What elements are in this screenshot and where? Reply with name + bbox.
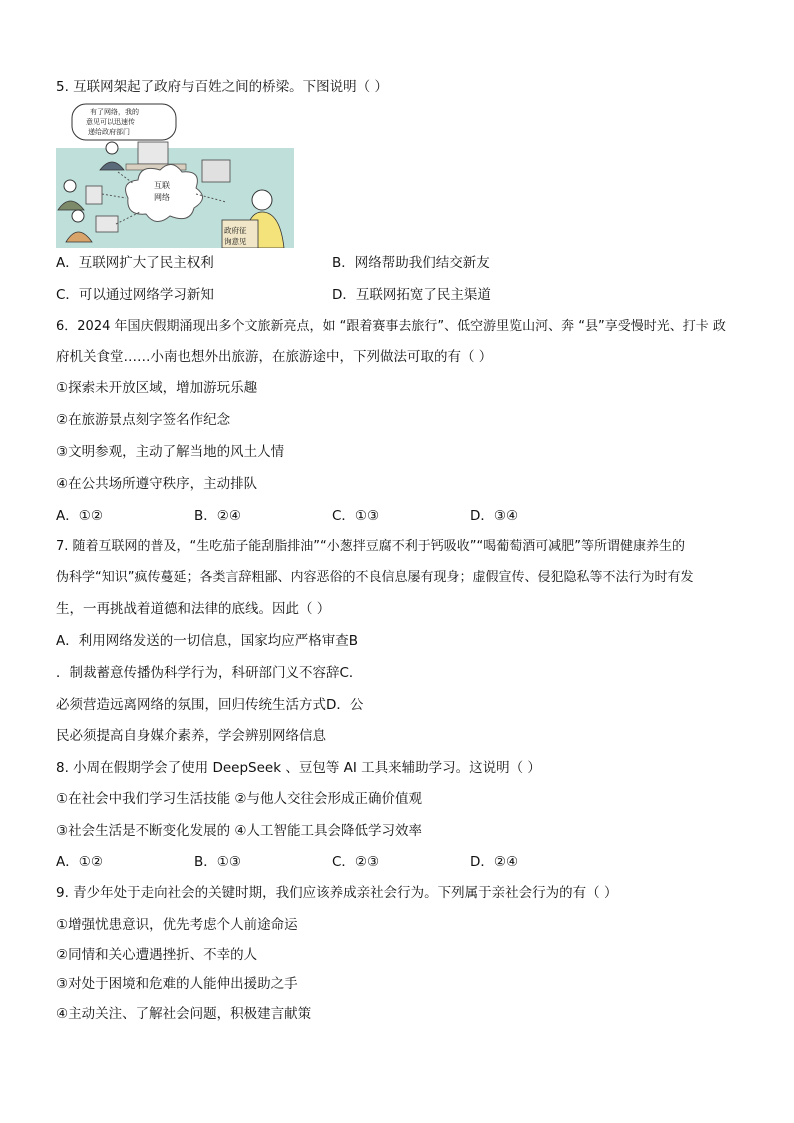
q9-item-4: ④主动关注、了解社会问题，积极建言献策	[56, 1006, 312, 1022]
sign-line-1: 政府征	[224, 226, 247, 235]
q5-stem: 5. 互联网架起了政府与百姓之间的桥梁。下图说明（ ）	[56, 79, 388, 95]
q9-stem: 9. 青少年处于走向社会的关键时期，我们应该养成亲社会行为。下列属于亲社会行为的有（ ）	[56, 885, 618, 901]
bubble-line-1: 有了网络，我的	[90, 108, 139, 116]
bubble-line-3: 递给政府部门	[88, 128, 130, 136]
person-head-top	[106, 142, 118, 154]
q6-item-4: ④在公共场所遵守秩序，主动排队	[56, 476, 258, 492]
q5-option-b[interactable]: B．网络帮助我们结交新友	[332, 255, 490, 271]
computer-monitor-right	[202, 160, 230, 182]
q8-stem: 8. 小周在假期学会了使用 DeepSeek 、豆包等 AI 工具来辅助学习。这说明（ ）	[56, 760, 541, 776]
q5-cartoon-image	[56, 102, 294, 248]
computer-monitor-bottom	[96, 216, 118, 232]
q6-stem-line-1: 6．2024 年国庆假期涌现出多个文旅新亮点，如 “跟着赛事去旅行”、低空游里览山河、奔 “县”享受慢时光、打卡 政	[56, 319, 726, 334]
q8-item-row-2: ③社会生活是不断变化发展的 ④人工智能工具会降低学习效率	[56, 823, 422, 839]
q7-line-7[interactable]: 民必须提高自身媒介素养，学会辨别网络信息	[56, 728, 326, 744]
q9-item-3: ③对处于困境和危难的人能伸出援助之手	[56, 976, 298, 992]
q9-item-2: ②同情和关心遭遇挫折、不幸的人	[56, 947, 258, 963]
q8-option-b[interactable]: B．①③	[194, 854, 241, 870]
cloud-line-2: 网络	[154, 193, 170, 202]
q7-line-5[interactable]: ．制裁蓄意传播伪科学行为，科研部门义不容辞C．	[56, 665, 363, 681]
q8-option-a[interactable]: A．①②	[56, 854, 103, 870]
person-head-left	[64, 180, 76, 192]
q5-option-d[interactable]: D．互联网拓宽了民主渠道	[332, 287, 491, 303]
q7-line-1: 7. 随着互联网的普及，“生吃茄子能刮脂排油”“小葱拌豆腐不利于钙吸收”“喝葡萄酒可减肥”等所谓健康养生的	[56, 539, 685, 554]
q5-option-a[interactable]: A．互联网扩大了民主权利	[56, 255, 214, 271]
person-head-bottom	[72, 210, 84, 222]
q8-option-d[interactable]: D．②④	[470, 854, 519, 870]
q7-line-4[interactable]: A．利用网络发送的一切信息，国家均应严格审查B	[56, 633, 358, 649]
q6-option-d[interactable]: D．③④	[470, 508, 519, 524]
q6-option-a[interactable]: A．①②	[56, 508, 103, 524]
q6-item-3: ③文明参观，主动了解当地的风土人情	[56, 444, 285, 460]
q6-item-1: ①探索未开放区域，增加游玩乐趣	[56, 380, 258, 396]
official-head	[252, 190, 272, 210]
q7-line-2: 伪科学“知识”疯传蔓延；各类言辞粗鄙、内容恶俗的不良信息屡有现身；虚假宣传、侵犯隐私等不法行为时有发	[56, 570, 694, 585]
q6-item-2: ②在旅游景点刻字签名作纪念	[56, 412, 231, 428]
computer-monitor-top	[138, 142, 168, 164]
q6-option-b[interactable]: B．②④	[194, 508, 241, 524]
sign-line-2: 询意见	[224, 237, 247, 246]
q8-option-c[interactable]: C．②③	[332, 854, 380, 870]
bubble-line-2: 意见可以迅速传	[86, 118, 135, 126]
q6-stem-line-2: 府机关食堂……小南也想外出旅游，在旅游途中，下列做法可取的有（ ）	[56, 349, 493, 365]
cloud-line-1: 互联	[154, 181, 170, 190]
q7-line-6[interactable]: 必须营造远离网络的氛围，回归传统生活方式D．公	[56, 697, 364, 713]
computer-monitor-left	[86, 186, 102, 204]
q8-item-row-1: ①在社会中我们学习生活技能 ②与他人交往会形成正确价值观	[56, 791, 422, 807]
q9-item-1: ①增强忧患意识，优先考虑个人前途命运	[56, 917, 298, 933]
q7-line-3: 生，一再挑战着道德和法律的底线。因此（ ）	[56, 601, 331, 617]
q5-option-c[interactable]: C．可以通过网络学习新知	[56, 287, 214, 303]
q6-option-c[interactable]: C．①③	[332, 508, 380, 524]
